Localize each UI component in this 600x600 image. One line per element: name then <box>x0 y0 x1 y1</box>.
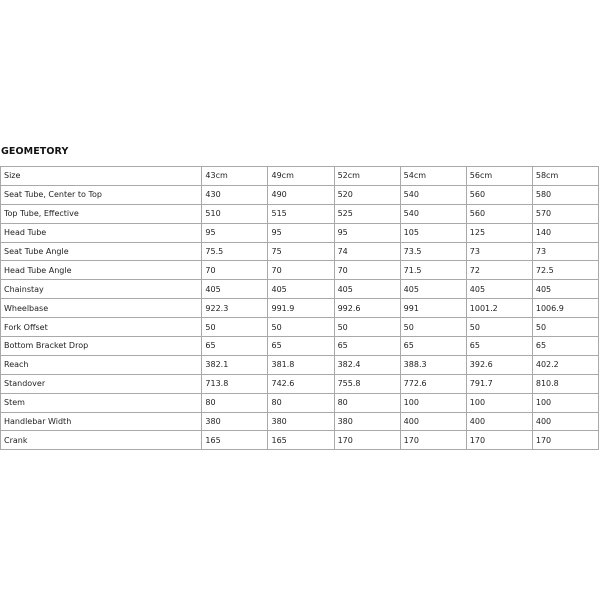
value-cell: 560 <box>466 204 532 223</box>
value-cell: 65 <box>532 337 598 356</box>
value-cell: 70 <box>334 261 400 280</box>
header-cell-49cm: 49cm <box>268 167 334 186</box>
value-cell: 1001.2 <box>466 299 532 318</box>
value-cell: 405 <box>466 280 532 299</box>
row-label-cell: Handlebar Width <box>1 412 202 431</box>
value-cell: 80 <box>334 393 400 412</box>
row-label-cell: Seat Tube Angle <box>1 242 202 261</box>
table-row <box>1 223 599 242</box>
table-row <box>1 355 599 374</box>
value-cell: 72 <box>466 261 532 280</box>
value-cell: 400 <box>532 412 598 431</box>
value-cell: 772.6 <box>400 374 466 393</box>
value-cell: 50 <box>400 318 466 337</box>
row-label-cell: Fork Offset <box>1 318 202 337</box>
value-cell: 65 <box>400 337 466 356</box>
value-cell: 525 <box>334 204 400 223</box>
value-cell: 382.1 <box>202 355 268 374</box>
value-cell: 80 <box>268 393 334 412</box>
value-cell: 402.2 <box>532 355 598 374</box>
table-row <box>1 393 599 412</box>
value-cell: 380 <box>268 412 334 431</box>
value-cell: 1006.9 <box>532 299 598 318</box>
value-cell: 75 <box>268 242 334 261</box>
value-cell: 991.9 <box>268 299 334 318</box>
value-cell: 400 <box>466 412 532 431</box>
row-label-cell: Standover <box>1 374 202 393</box>
value-cell: 382.4 <box>334 355 400 374</box>
row-label-cell: Crank <box>1 431 202 450</box>
value-cell: 713.8 <box>202 374 268 393</box>
geometry-table <box>0 166 599 450</box>
value-cell: 65 <box>202 337 268 356</box>
value-cell: 405 <box>268 280 334 299</box>
value-cell: 80 <box>202 393 268 412</box>
table-row <box>1 280 599 299</box>
value-cell: 50 <box>532 318 598 337</box>
value-cell: 392.6 <box>466 355 532 374</box>
value-cell: 165 <box>268 431 334 450</box>
value-cell: 50 <box>466 318 532 337</box>
value-cell: 100 <box>400 393 466 412</box>
table-row <box>1 261 599 280</box>
table-row <box>1 185 599 204</box>
table-row <box>1 242 599 261</box>
value-cell: 65 <box>334 337 400 356</box>
row-label-cell: Head Tube Angle <box>1 261 202 280</box>
value-cell: 100 <box>466 393 532 412</box>
table-row <box>1 337 599 356</box>
value-cell: 515 <box>268 204 334 223</box>
header-cell-size: Size <box>1 167 202 186</box>
value-cell: 991 <box>400 299 466 318</box>
value-cell: 170 <box>334 431 400 450</box>
header-cell-56cm: 56cm <box>466 167 532 186</box>
value-cell: 95 <box>334 223 400 242</box>
row-label-cell: Chainstay <box>1 280 202 299</box>
value-cell: 105 <box>400 223 466 242</box>
value-cell: 540 <box>400 185 466 204</box>
value-cell: 95 <box>202 223 268 242</box>
header-cell-58cm: 58cm <box>532 167 598 186</box>
value-cell: 510 <box>202 204 268 223</box>
value-cell: 74 <box>334 242 400 261</box>
value-cell: 400 <box>400 412 466 431</box>
value-cell: 140 <box>532 223 598 242</box>
page-title: GEOMETORY <box>1 146 69 157</box>
value-cell: 405 <box>202 280 268 299</box>
value-cell: 388.3 <box>400 355 466 374</box>
value-cell: 520 <box>334 185 400 204</box>
row-label-cell: Seat Tube, Center to Top <box>1 185 202 204</box>
value-cell: 490 <box>268 185 334 204</box>
value-cell: 560 <box>466 185 532 204</box>
value-cell: 380 <box>202 412 268 431</box>
value-cell: 810.8 <box>532 374 598 393</box>
value-cell: 65 <box>268 337 334 356</box>
value-cell: 65 <box>466 337 532 356</box>
row-label-cell: Top Tube, Effective <box>1 204 202 223</box>
value-cell: 73 <box>466 242 532 261</box>
value-cell: 125 <box>466 223 532 242</box>
value-cell: 170 <box>466 431 532 450</box>
value-cell: 170 <box>400 431 466 450</box>
table-row <box>1 374 599 393</box>
value-cell: 755.8 <box>334 374 400 393</box>
value-cell: 742.6 <box>268 374 334 393</box>
value-cell: 73.5 <box>400 242 466 261</box>
table-row <box>1 412 599 431</box>
value-cell: 50 <box>268 318 334 337</box>
value-cell: 75.5 <box>202 242 268 261</box>
table-row <box>1 318 599 337</box>
value-cell: 380 <box>334 412 400 431</box>
value-cell: 100 <box>532 393 598 412</box>
value-cell: 73 <box>532 242 598 261</box>
value-cell: 50 <box>334 318 400 337</box>
value-cell: 170 <box>532 431 598 450</box>
value-cell: 922.3 <box>202 299 268 318</box>
row-label-cell: Wheelbase <box>1 299 202 318</box>
row-label-cell: Bottom Bracket Drop <box>1 337 202 356</box>
table-row <box>1 204 599 223</box>
value-cell: 405 <box>400 280 466 299</box>
table-header-row <box>1 167 599 186</box>
value-cell: 95 <box>268 223 334 242</box>
table-row <box>1 299 599 318</box>
table-row <box>1 431 599 450</box>
header-cell-52cm: 52cm <box>334 167 400 186</box>
value-cell: 381.8 <box>268 355 334 374</box>
row-label-cell: Stem <box>1 393 202 412</box>
value-cell: 540 <box>400 204 466 223</box>
value-cell: 992.6 <box>334 299 400 318</box>
value-cell: 165 <box>202 431 268 450</box>
value-cell: 405 <box>532 280 598 299</box>
value-cell: 50 <box>202 318 268 337</box>
row-label-cell: Head Tube <box>1 223 202 242</box>
value-cell: 71.5 <box>400 261 466 280</box>
value-cell: 70 <box>268 261 334 280</box>
header-cell-43cm: 43cm <box>202 167 268 186</box>
value-cell: 72.5 <box>532 261 598 280</box>
value-cell: 430 <box>202 185 268 204</box>
row-label-cell: Reach <box>1 355 202 374</box>
value-cell: 70 <box>202 261 268 280</box>
value-cell: 791.7 <box>466 374 532 393</box>
value-cell: 580 <box>532 185 598 204</box>
value-cell: 570 <box>532 204 598 223</box>
value-cell: 405 <box>334 280 400 299</box>
header-cell-54cm: 54cm <box>400 167 466 186</box>
